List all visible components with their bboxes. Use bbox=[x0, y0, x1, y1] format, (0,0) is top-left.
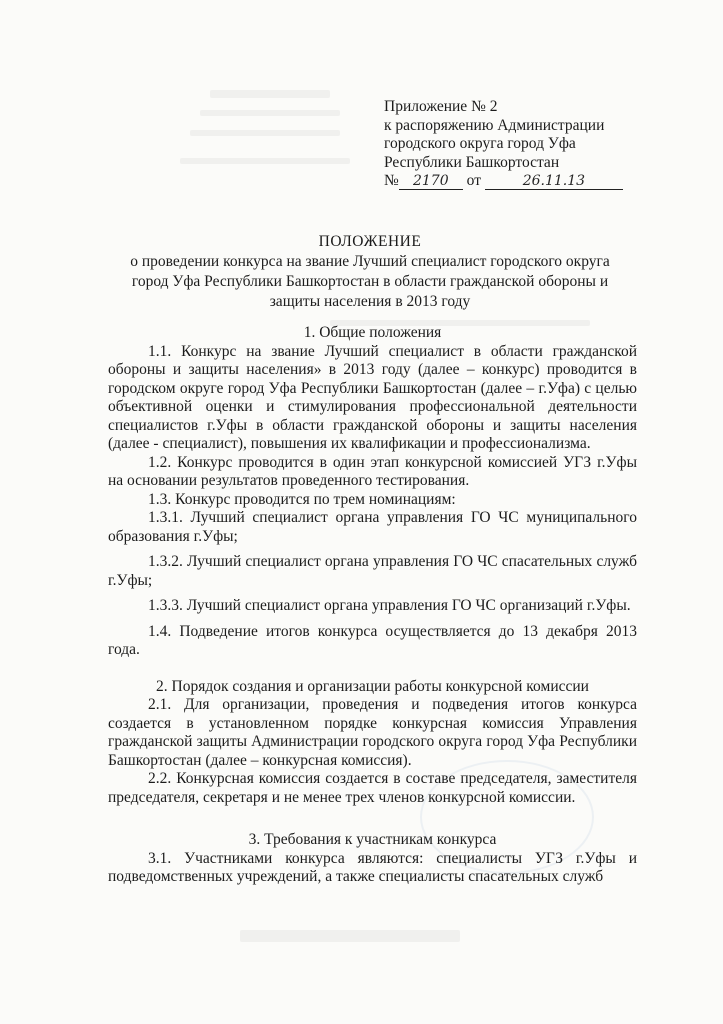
title-line: город Уфа Республики Башкортостан в области гражданской обороны и bbox=[131, 273, 609, 290]
paragraph: 2.2. Конкурсная комиссия создается в составе председателя, заместителя председателя, секретаря и не менее трех членов конкурсной комиссии. bbox=[108, 770, 637, 806]
bleed-through-mark bbox=[180, 158, 350, 164]
bleed-through-mark bbox=[200, 110, 340, 116]
bleed-through-mark bbox=[240, 930, 460, 942]
appendix-line: Приложение № 2 bbox=[384, 98, 498, 115]
paragraph: 1.4. Подведение итогов конкурса осуществляется до 13 декабря 2013 года. bbox=[108, 622, 637, 658]
appendix-line: Республики Башкортостан bbox=[384, 153, 560, 171]
section-heading: 2. Порядок создания и организации работы конкурсной комиссии bbox=[156, 677, 589, 695]
order-number-line bbox=[384, 172, 684, 191]
appendix-line: к распоряжению Администрации bbox=[384, 116, 605, 134]
paragraph: 1.2. Конкурс проводится в один этап конкурсной комиссией УГЗ г.Уфы на основании результатов проведенного тестирования. bbox=[108, 453, 637, 489]
paragraph: 1.3.3. Лучший специалист органа управления ГО ЧС организаций г.Уфы. bbox=[148, 597, 631, 614]
order-number: 2170 bbox=[399, 173, 463, 190]
number-prefix: № bbox=[384, 172, 399, 190]
document-body bbox=[108, 324, 637, 887]
title-line: защиты населения в 2013 году bbox=[269, 293, 471, 310]
paragraph: 1.3.1. Лучший специалист органа управления ГО ЧС муниципального образования г.Уфы; bbox=[108, 509, 637, 545]
order-date: 26.11.13 bbox=[485, 173, 623, 190]
bleed-through-mark bbox=[190, 130, 340, 136]
appendix-block bbox=[384, 98, 684, 191]
appendix-line: городского округа город Уфа bbox=[384, 135, 576, 153]
section-heading: 3. Требования к участникам конкурса bbox=[248, 831, 497, 848]
document-heading: ПОЛОЖЕНИЕ bbox=[318, 233, 422, 250]
bleed-through-mark bbox=[210, 90, 330, 98]
date-prefix: от bbox=[466, 172, 481, 190]
paragraph: 1.3. Конкурс проводится по трем номинациям: bbox=[148, 490, 456, 508]
paragraph: 1.3.2. Лучший специалист органа управления ГО ЧС спасательных служб г.Уфы; bbox=[108, 553, 637, 589]
paragraph: 3.1. Участниками конкурса являются: специалисты УГЗ г.Уфы и подведомственных учреждений, а также специалисты спасательных служб bbox=[108, 849, 637, 885]
section-heading: 1. Общие положения bbox=[303, 324, 442, 341]
title-line: о проведении конкурса на звание Лучший специалист городского округа bbox=[130, 253, 610, 270]
document-title-block bbox=[90, 232, 650, 312]
paragraph: 2.1. Для организации, проведения и подведения итогов конкурса создается в установленном порядке конкурсная комиссия Управления гражданской защиты Администрации городского округа город Уфа Республики Башкортостан (далее – конкурсная комиссия). bbox=[108, 696, 637, 769]
paragraph: 1.1. Конкурс на звание Лучший специалист в области гражданской обороны и защиты населения» в 2013 году (далее – конкурс) проводится в городском округе город Уфа Республики Башкортостан (далее – г.Уфа) с целью объективной оценки и стимулирования профессиональной деятельности специалистов г.Уфы в области гражданской обороны и защиты населения (далее - специалист), повышения их квалификации и профессионализма. bbox=[108, 342, 637, 452]
